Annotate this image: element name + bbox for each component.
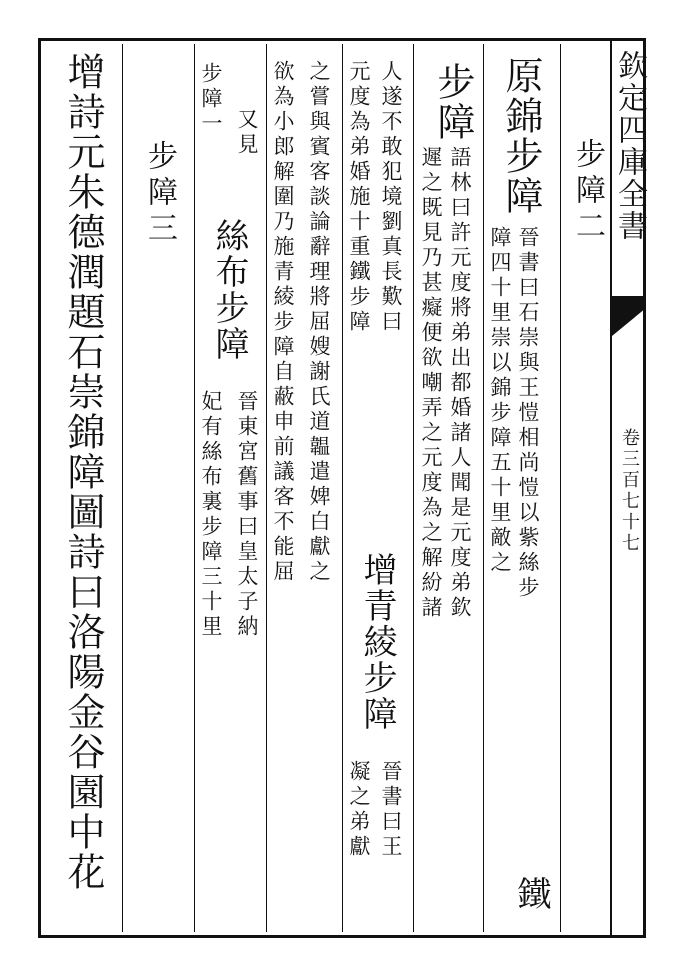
entry-title: 絲布步障 xyxy=(209,218,249,362)
annotation-text: 語林曰許元度將弟出都婚諸人聞是元度弟欽 xyxy=(448,146,472,621)
column-rule xyxy=(122,44,123,932)
column-rule xyxy=(413,44,414,932)
book-title: 欽定四庫全書 xyxy=(612,50,647,242)
entry-title: 步障 xyxy=(431,62,475,142)
column-rule xyxy=(483,44,484,932)
annotation-text: 障四十里崇以錦步障五十里敵之 xyxy=(488,226,512,576)
annotation-text: 妃有絲布裏步障三十里 xyxy=(199,390,223,640)
column-rule xyxy=(560,44,561,932)
column-rule xyxy=(194,44,195,932)
annotation-text: 步障一 xyxy=(199,62,223,137)
section-heading: 步障二 xyxy=(570,138,605,246)
annotation-text: 人遂不敢犯境劉真長歎曰 xyxy=(379,60,403,335)
volume-label: 卷三百七十七 xyxy=(619,428,640,554)
annotation-text: 晉書曰石崇與王愷相尚愷以紫絲步 xyxy=(516,226,540,601)
entry-title: 增青綾步障 xyxy=(357,552,397,732)
poem-text: 增詩元朱德潤題石崇錦障圖詩曰洛陽金谷園中花 xyxy=(61,52,105,892)
annotation-text: 晉東宮舊事曰皇太子納 xyxy=(235,390,259,640)
column-rule xyxy=(342,44,343,932)
annotation-text: 晉書曰王 xyxy=(379,760,403,860)
annotation-text: 又見 xyxy=(235,108,259,158)
annotation-text: 凝之弟獻 xyxy=(347,760,371,860)
annotation-text: 遲之既見乃甚癡便欲嘲弄之元度為之解紛諸 xyxy=(419,146,443,621)
entry-title: 鐵 xyxy=(511,876,551,912)
annotation-text: 欲為小郎解圍乃施青綾步障自蔽申前議客不能屈 xyxy=(271,60,295,585)
section-heading: 步障三 xyxy=(142,140,177,248)
annotation-text: 元度為弟婚施十重鐵步障 xyxy=(347,60,371,335)
entry-title: 原錦步障 xyxy=(499,56,543,216)
column-rule xyxy=(266,44,267,932)
annotation-text: 之嘗與賓客談論辭理將屈嫂謝氏道韞遣婢白獻之 xyxy=(307,60,331,585)
